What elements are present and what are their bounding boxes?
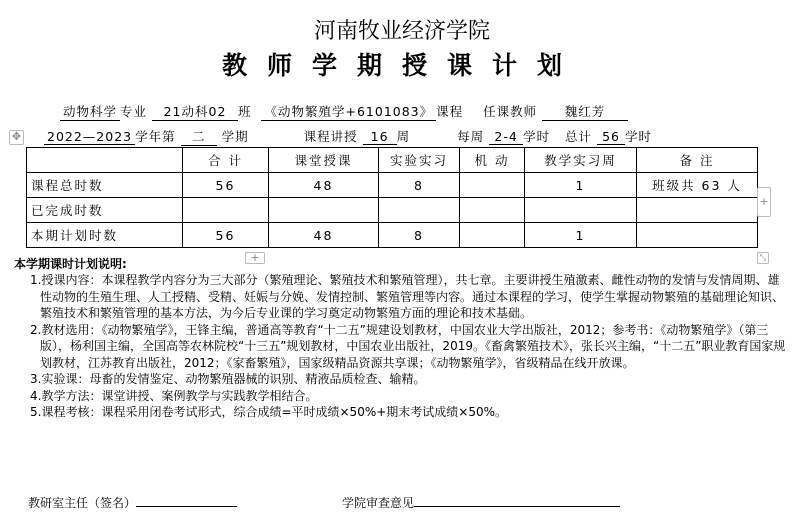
note-item: 2.教材选用：《动物繁殖学》，王锋主编，普通高等教育“十二五”规建设划教材，中国农业大学出版社，2012；参考书：《动物繁殖学》（第三版），杨利国主编，全国高等农林院校“十三五”规划教材，中国农业出版社，2019。《畜禽繁殖技术》，张长兴主编，“十二五”职业教育国家规划教材，江苏教育出版社，2012；《家畜繁殖》，国家级精品资源共享课；《动物繁殖学》，省级精品在线开放课。 [30,322,786,370]
header-cell: 合 计 [183,148,269,173]
table-cell[interactable] [183,198,269,223]
row-label: 本期计划时数 [27,223,183,248]
year-label: 学年第 [135,129,176,144]
teacher-label: 任课教师 [483,104,538,119]
total-unit: 学时 [625,129,653,144]
note-item: 3.实验课：母畜的发情鉴定、动物繁殖器械的识别、精液品质检查、输精。 [30,372,426,386]
note-item: 1.授课内容：本课程教学内容分为三大部分（繁殖理论、繁殖技术和繁殖管理），共七章。主要讲授生殖激素、雌性动物的发情与发情周期、雄性动物的生殖生理、人工授精、受精、妊娠与分娩、发情控制、繁殖管理等内容。通过本课程的学习，使学生掌握动物繁殖的基础理论知识、繁殖技术和繁殖管理的基本方法，为今后专业课的学习奠定动物繁殖方面的理论和技术基础。 [30,273,785,320]
hours-table [26,147,758,248]
row-label: 已完成时数 [27,198,183,223]
table-cell[interactable] [525,198,637,223]
major-field[interactable]: 动物科学 [60,102,120,121]
add-row-plus-icon[interactable]: + [245,252,265,264]
note-item: 4.教学方法：课堂讲授、案例教学与实践教学相结合。 [30,388,318,403]
course-label: 课程 [436,104,464,119]
college-label: 学院审查意见 [342,496,415,510]
table-cell[interactable] [269,198,379,223]
table-cell[interactable]: 48 [269,173,379,198]
header-cell: 机 动 [460,148,525,173]
table-cell[interactable] [637,223,758,248]
table-cell[interactable] [379,198,460,223]
table-cell[interactable] [460,198,525,223]
table-cell[interactable]: 1 [525,223,637,248]
row-label: 课程总时数 [27,173,183,198]
table-row [27,173,758,198]
course-info-line [60,102,628,121]
teacher-field[interactable]: 魏红芳 [542,102,628,121]
table-cell[interactable]: 56 [183,173,269,198]
director-label: 教研室主任（签名） [28,496,137,510]
per-week-unit: 学时 [523,129,551,144]
term-info-line [44,127,652,146]
add-column-plus-icon[interactable]: + [757,187,771,217]
table-cell[interactable]: 8 [379,173,460,198]
header-cell [27,148,183,173]
table-row [27,223,758,248]
weeks-unit: 周 [396,129,411,144]
table-cell[interactable]: 8 [379,223,460,248]
table-cell[interactable]: 48 [269,223,379,248]
table-cell[interactable]: 56 [183,223,269,248]
class-label: 班 [238,104,252,119]
table-cell[interactable] [460,223,525,248]
page-title: 教师学期授课计划 [221,51,582,80]
table-cell[interactable]: 班级共 63 人 [637,173,758,198]
school-name: 河南牧业经济学院 [313,19,490,44]
director-signature [28,494,237,511]
college-opinion [342,494,620,511]
per-week-label: 每周 [457,129,485,144]
weeks-field[interactable]: 16 [363,129,397,145]
class-field[interactable]: 21动科02 [152,102,238,121]
director-signature-field[interactable] [136,494,237,507]
term-field[interactable]: 二 [181,127,217,146]
total-label: 总计 [565,129,593,144]
table-resize-handle-icon[interactable]: ⤡ [757,252,769,264]
notes-title: 本学期课时计划说明: [14,257,127,271]
course-field[interactable]: 《动物繁殖学+6101083》 [261,102,436,121]
per-week-field[interactable]: 2-4 [489,129,523,145]
table-cell[interactable] [637,198,758,223]
note-item: 5.课程考核：课程采用闭卷考试形式，综合成绩=平时成绩×50%+期末考试成绩×50%。 [30,405,508,419]
header-cell: 备 注 [637,148,758,173]
year-field[interactable]: 2022—2023 [44,129,135,145]
college-opinion-field[interactable] [414,494,620,507]
table-cell[interactable] [460,173,525,198]
major-label: 专业 [120,104,148,119]
total-field[interactable]: 56 [597,129,625,145]
header-cell: 教学实习周 [525,148,637,173]
notes-list [30,272,790,421]
header-cell: 课堂授课 [269,148,379,173]
table-move-handle-icon[interactable]: ✥ [9,130,24,145]
table-cell[interactable]: 1 [525,173,637,198]
weeks-label: 课程讲授 [303,129,358,144]
header-cell: 实验实习 [379,148,460,173]
table-row [27,198,758,223]
table-header-row [27,148,758,173]
term-label: 学期 [221,129,249,144]
